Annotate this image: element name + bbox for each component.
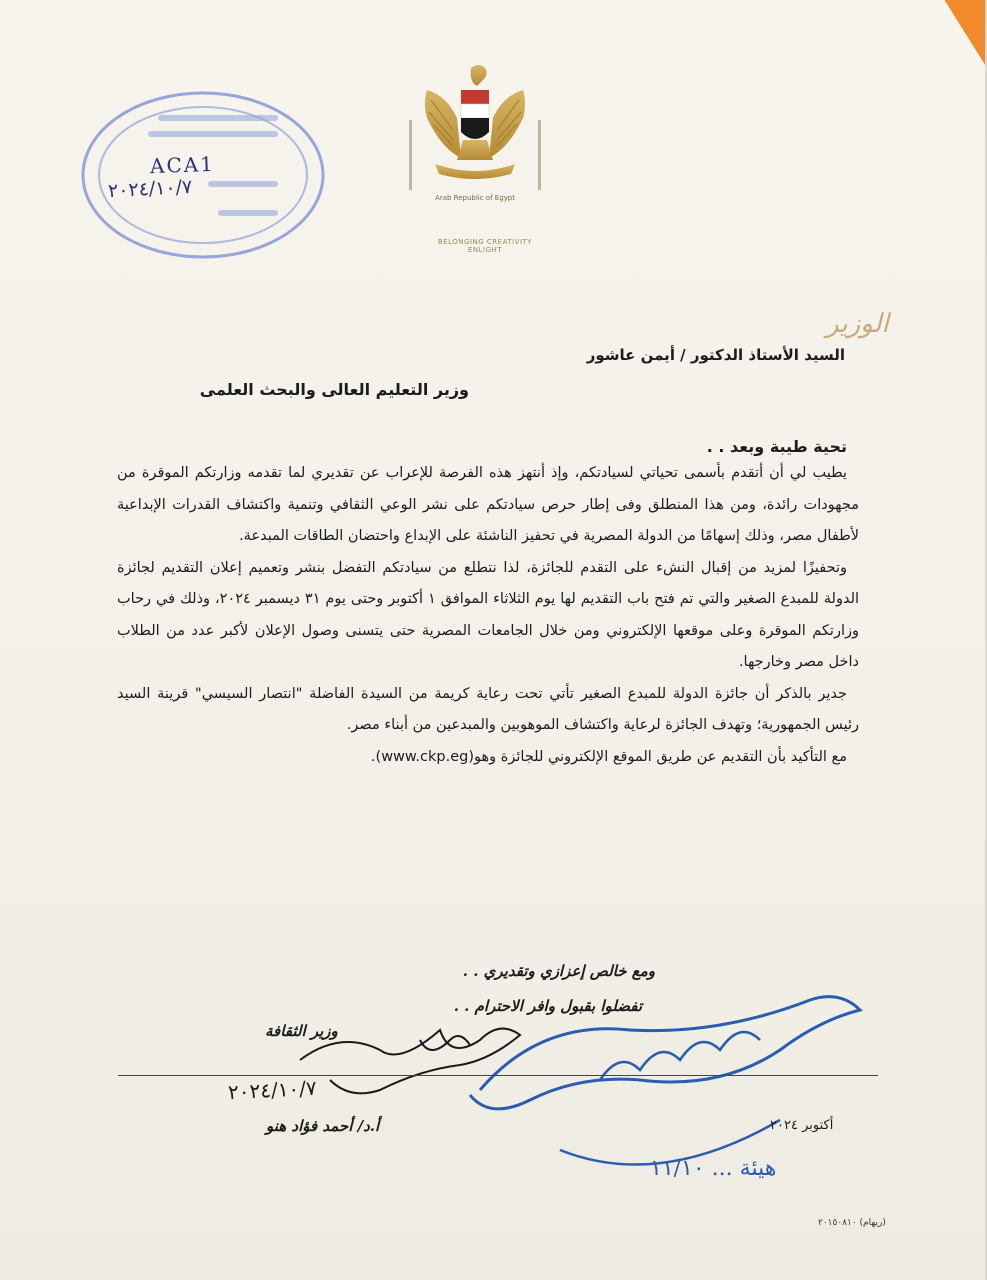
minister-mark: الوزير [826, 309, 889, 339]
handwritten-date: ٢٠٢٤/١٠/٧ [227, 1075, 318, 1105]
closing-line-1: ومع خالص إعزازي وتقديري . . [462, 962, 655, 980]
addressee-line-2: وزير التعليم العالى والبحث العلمى [199, 380, 469, 399]
closing-line-2: تفضلوا بقبول وافر الاحترام . . [453, 997, 642, 1015]
emblem-caption: Arab Republic of Egypt [435, 194, 515, 202]
addressee-line-1: السيد الأستاذ الدكتور / أيمن عاشور [586, 346, 845, 364]
letter-body [117, 458, 859, 773]
footer-code: (ريهام) ٢٠١٥٠٨١٠ [818, 1218, 886, 1228]
letter-date: أكتوبر ٢٠٢٤ [770, 1118, 834, 1133]
stamp-date: ٢٠٢٤/١٠/٧ [107, 175, 193, 203]
signatory-name: أ.د/ أحمد فؤاد هنو [266, 1117, 380, 1135]
egypt-eagle-emblem-icon [405, 60, 545, 260]
signatory-title: وزير الثقافة [265, 1022, 338, 1040]
stamp-registration-number: ACA1 [149, 151, 216, 179]
signature-underline [118, 1075, 878, 1076]
greeting: تحية طيبة وبعد . . [706, 437, 847, 456]
paragraph-3: جدير بالذكر أن جائزة الدولة للمبدع الصغير تأتي تحت رعاية كريمة من السيدة الفاضلة "انتصار السيسي" قرينة السيد رئيس الجمهورية؛ وتهدف الجائزة لرعاية واكتشاف الموهوبين والمبدعين من أبناء مصر. [117, 685, 859, 733]
paragraph-2: وتحفيزًا لمزيد من إقبال النشء على التقدم للجائزة، لذا نتطلع من سيادتكم التفضل بنشر وتعميم إعلان التقديم لجائزة الدولة للمبدع الصغير والتي تم فتح باب التقديم لها يوم الثلاثاء الموافق ١ أكتوبر وحتى يوم ٣١ ديسمبر ٢٠٢٤، وذلك في رحاب وزارتكم الموقرة وعلى موقعها الإلكتروني ومن خلال الجامعات المصرية حتى يتسنى وصول الإعلان لأكبر عدد من الطلاب داخل مصر وخارجها. [117, 559, 860, 670]
paragraph-1: يطيب لي أن أتقدم بأسمى تحياتي لسيادتكم، وإذ أنتهز هذه الفرصة للإعراب عن تقديري لما تقدمه وزارتكم الموقرة من مجهودات رائدة، ومن هذا المنطلق وفى إطار حرص سيادتكم على نشر الوعي الثقافي وتنمية واكتشاف القدرات الإبداعية لأطفال مصر، وذلك إسهامًا من الدولة المصرية في تحفيز الناشئة على الإبداع واحتضان الطاقات المبدعة. [117, 465, 859, 544]
paragraph-4: مع التأكيد بأن التقديم عن طريق الموقع الإلكتروني للجائزة وهو(www.ckp.eg). [370, 748, 847, 765]
emblem-motto: BELONGING CREATIVITY ENLIGHT [437, 238, 533, 254]
handwritten-note: هيئة ... ١١/١٠ [650, 1156, 777, 1181]
orange-corner-decoration [932, 0, 987, 73]
